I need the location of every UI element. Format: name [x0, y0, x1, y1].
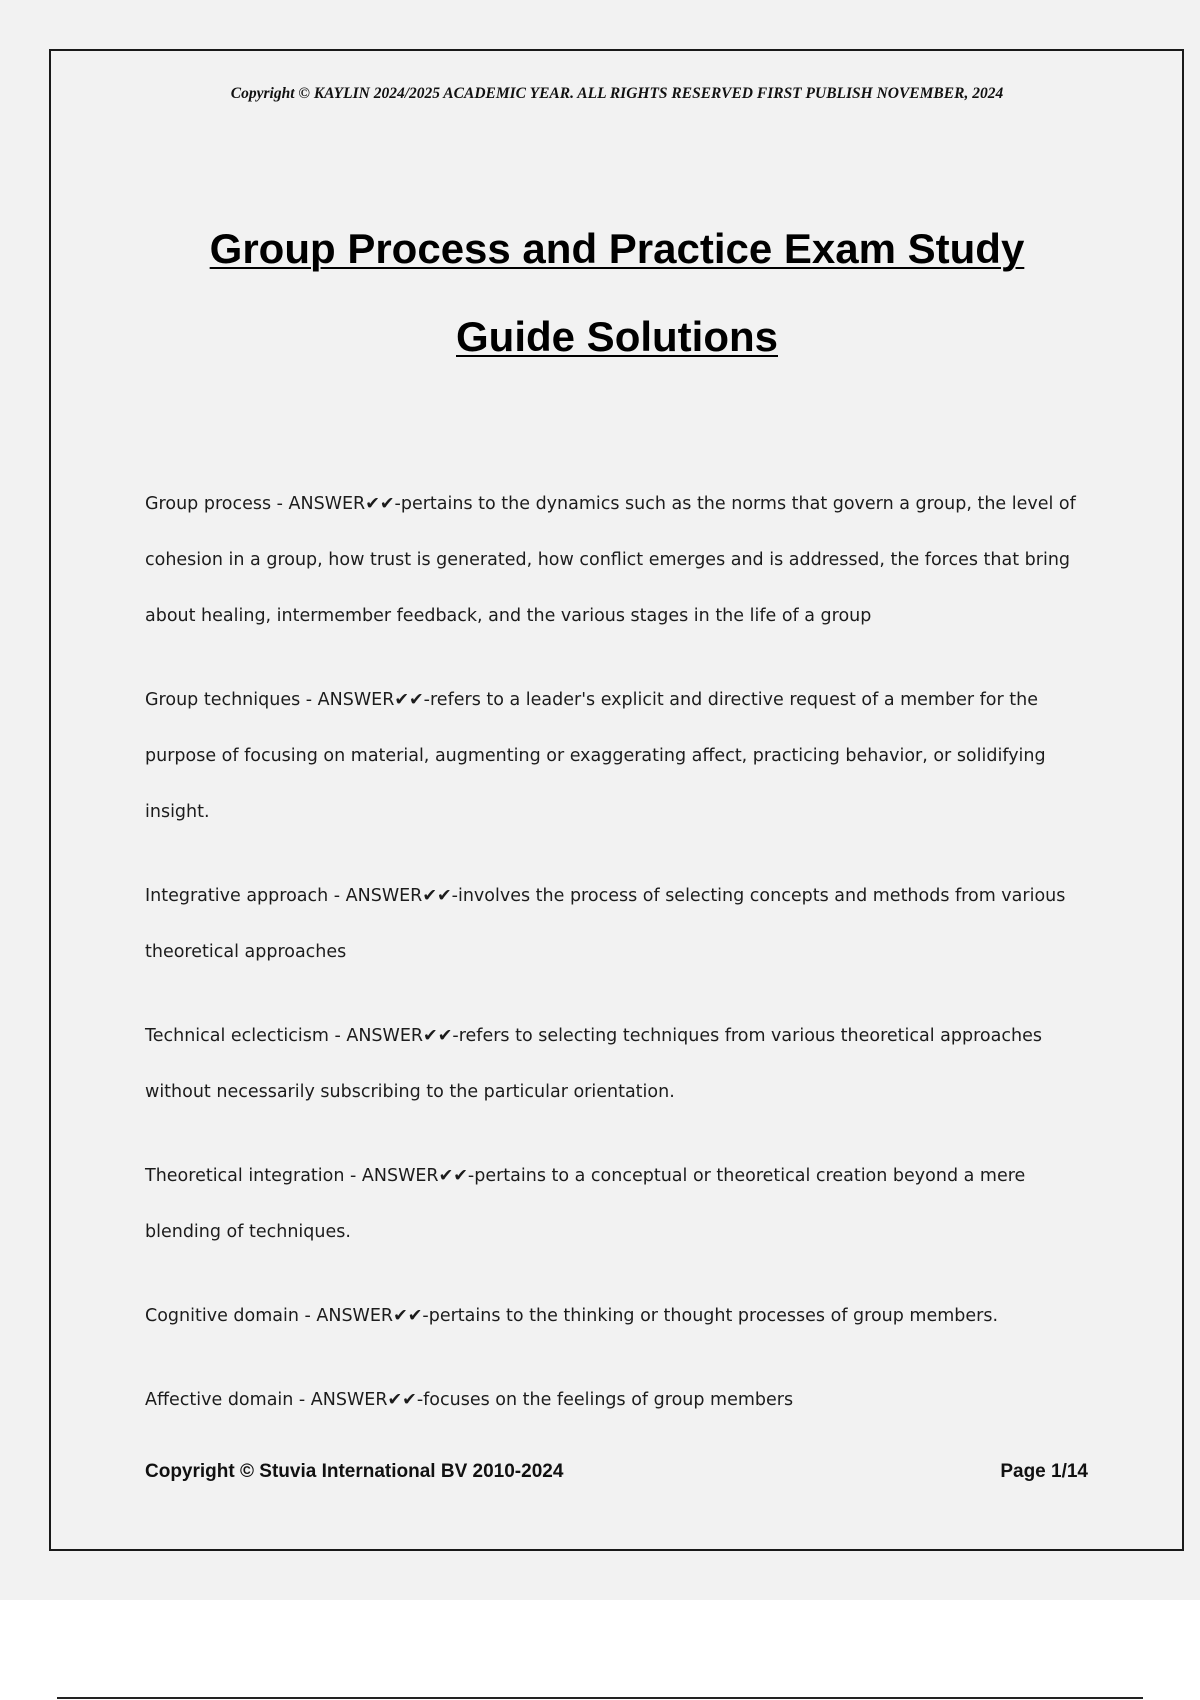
footer-copyright: Copyright © Stuvia International BV 2010-2024 [145, 1461, 564, 1482]
entry-cognitive-domain: Cognitive domain - ANSWER✔✔-pertains to the thinking or thought processes of group members. [145, 1306, 999, 1326]
next-page-top-rule [57, 1697, 1143, 1699]
entry-affective-domain: Affective domain - ANSWER✔✔-focuses on the feelings of group members [145, 1390, 794, 1410]
entry-technical-eclecticism: Technical eclecticism - ANSWER✔✔-refers to selecting techniques from various theoretical approaches without necessarily subscribing to the particular orientation. [145, 1026, 1042, 1102]
study-guide-body [145, 476, 1100, 1456]
entry-integrative-approach: Integrative approach - ANSWER✔✔-involves the process of selecting concepts and methods from various theoretical approaches [145, 886, 1066, 962]
page-number: Page 1/14 [1000, 1461, 1088, 1482]
title-line-1: Group Process and Practice Exam Study [209, 225, 1025, 272]
page-title [0, 205, 1200, 381]
entry-theoretical-integration: Theoretical integration - ANSWER✔✔-pertains to a conceptual or theoretical creation beyond a mere blending of techniques. [145, 1166, 1026, 1242]
header-copyright: Copyright © KAYLIN 2024/2025 ACADEMIC YEAR. ALL RIGHTS RESERVED FIRST PUBLISH NOVEMBER, 2024 [230, 85, 1004, 102]
title-line-2: Guide Solutions [456, 313, 778, 360]
entry-group-techniques: Group techniques - ANSWER✔✔-refers to a leader's explicit and directive request of a member for the purpose of focusing on material, augmenting or exaggerating affect, practicing behavior, or solidifying insight. [145, 690, 1046, 822]
entry-group-process: Group process - ANSWER✔✔-pertains to the dynamics such as the norms that govern a group, the level of cohesion in a group, how trust is generated, how conflict emerges and is addressed, the forces that bring about healing, intermember feedback, and the various stages in the life of a group [145, 494, 1076, 626]
